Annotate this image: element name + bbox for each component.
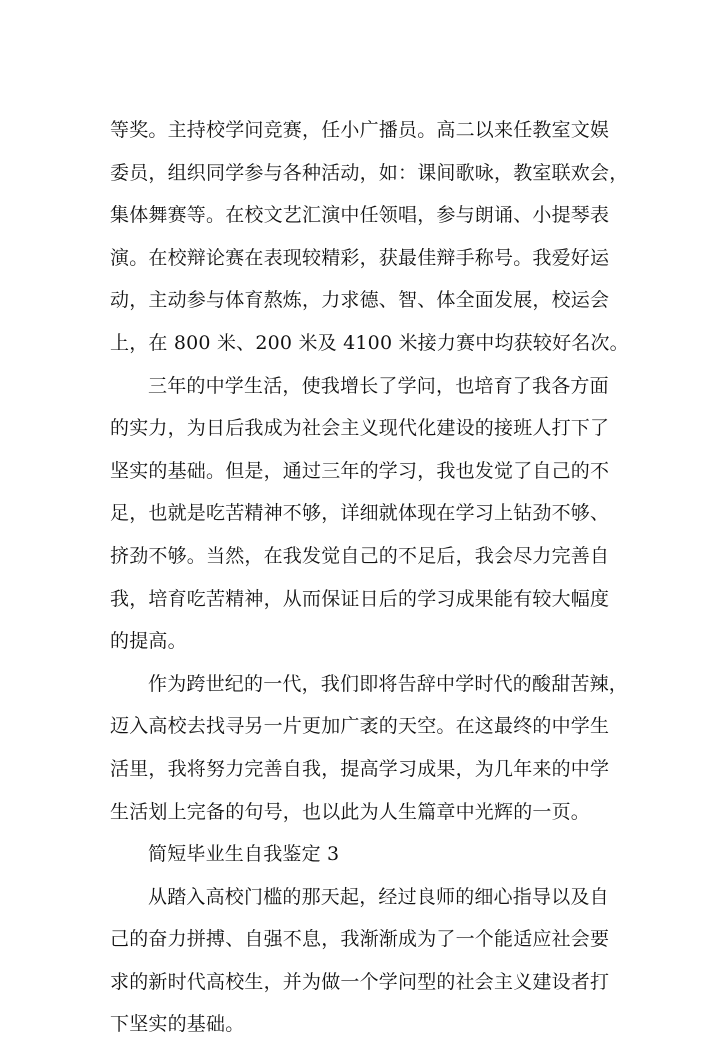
- text-line: 动，主动参与体育熬炼，力求德、智、体全面发展，校运会: [110, 289, 610, 312]
- text-line: 足，也就是吃苦精神不够，详细就体现在学习上钻劲不够、: [110, 502, 610, 525]
- text-line: 演。在校辩论赛在表现较精彩，获最佳辩手称号。我爱好运: [110, 246, 610, 269]
- text-line: 的提高。: [110, 630, 187, 653]
- text-line: 坚实的基础。但是，通过三年的学习，我也发觉了自己的不: [110, 459, 610, 482]
- paragraph-1: [110, 109, 629, 365]
- text-line: 己的奋力拼搏、自强不息，我渐渐成为了一个能适应社会要: [110, 928, 610, 951]
- text-line: 三年的中学生活，使我增长了学问，也培育了我各方面: [148, 374, 609, 397]
- text-line: 等奖。主持校学问竞赛，任小广播员。高二以来任教室文娱: [110, 119, 610, 141]
- text-line: 生活划上完备的句号，也以此为人生篇章中光辉的一页。: [110, 800, 591, 823]
- section-title: 简短毕业生自我鉴定 3: [148, 843, 340, 866]
- text-line: 作为跨世纪的一代，我们即将告辞中学时代的酸甜苦辣，: [148, 672, 629, 695]
- text-line: 从踏入高校门槛的那天起，经过良师的细心指导以及自: [148, 885, 609, 908]
- text-line: 的实力，为日后我成为社会主义现代化建设的接班人打下了: [110, 417, 610, 440]
- text-line: 迈入高校去找寻另一片更加广袤的天空。在这最终的中学生: [110, 715, 610, 738]
- text-line: 我，培育吃苦精神，从而保证日后的学习成果能有较大幅度: [110, 587, 610, 610]
- paragraph-4: [110, 876, 610, 1046]
- paragraph-3: [110, 663, 629, 833]
- text-line: 挤劲不够。当然，在我发觉自己的不足后，我会尽力完善自: [110, 544, 610, 567]
- document-body: [110, 109, 629, 1046]
- text-line: 活里，我将努力完善自我，提高学习成果，为几年来的中学: [110, 757, 610, 780]
- paragraph-2: [110, 365, 610, 663]
- text-line: 委员，组织同学参与各种活动，如：课间歌咏，教室联欢会，: [110, 161, 629, 184]
- text-line: 下坚实的基础。: [110, 1013, 245, 1036]
- section-heading: [110, 833, 610, 876]
- text-line: 求的新时代高校生，并为做一个学问型的社会主义建设者打: [110, 970, 610, 993]
- text-line: 集体舞赛等。在校文艺汇演中任领唱，参与朗诵、小提琴表: [110, 204, 610, 227]
- text-line: 上，在 800 米、200 米及 4100 米接力赛中均获较好名次。: [110, 331, 629, 354]
